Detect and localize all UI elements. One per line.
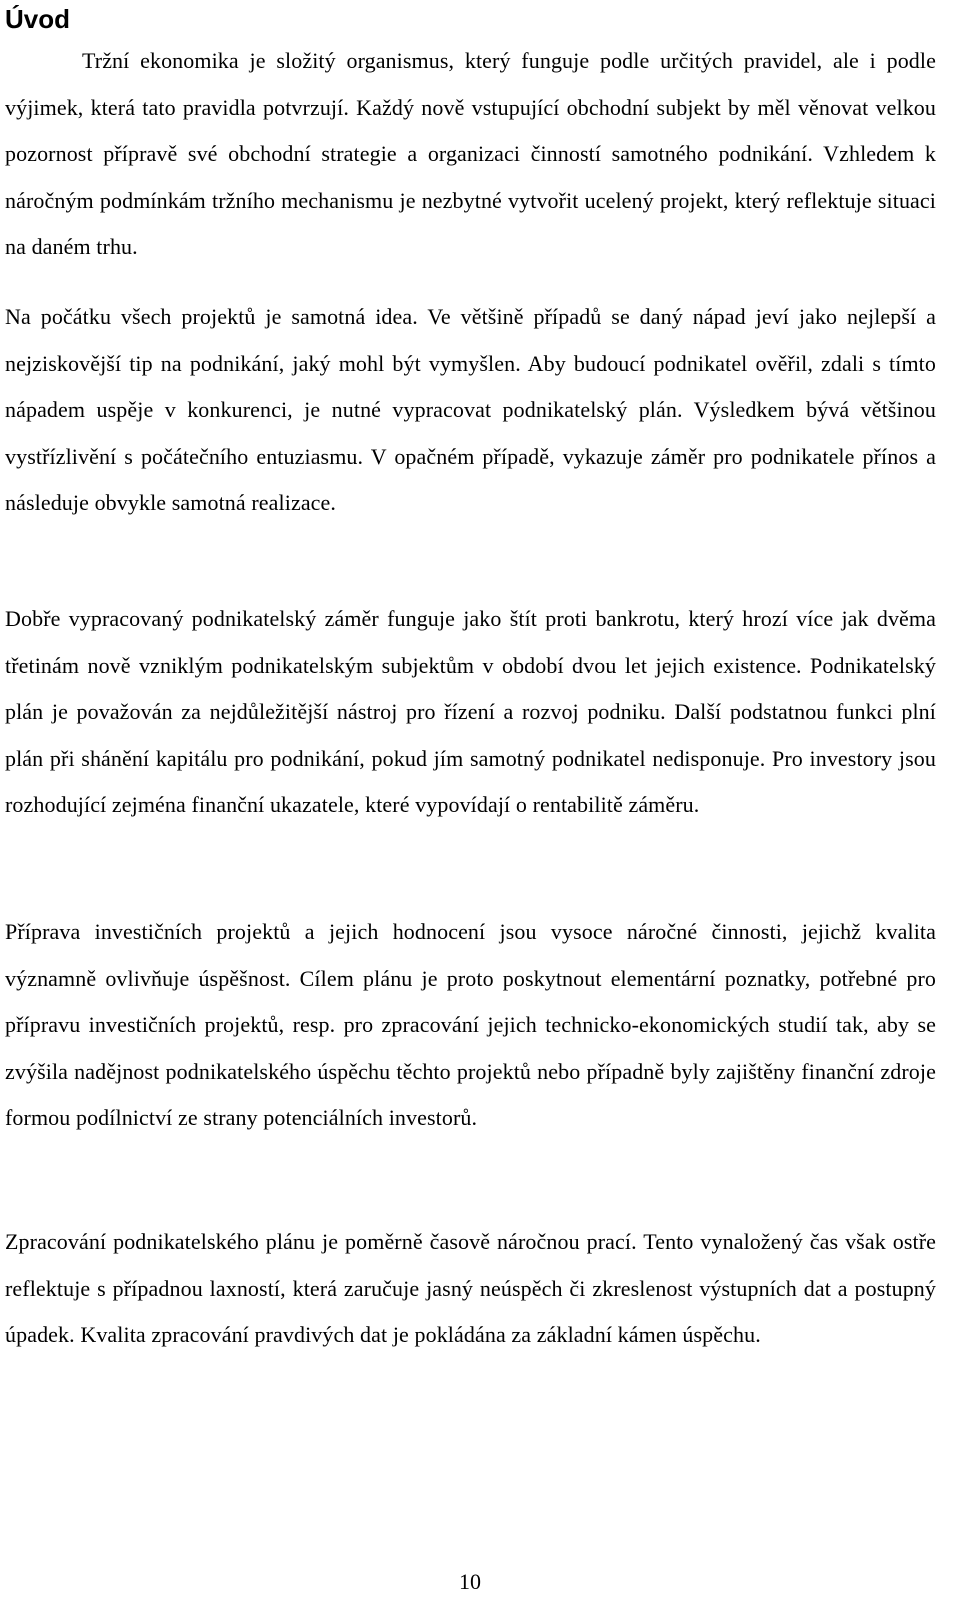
paragraph-intro: Tržní ekonomika je složitý organismus, který funguje podle určitých pravidel, ale i podle výjimek, která tato pravidla potvrzují. Každý nově vstupující obchodní subjekt by měl věnovat velkou pozornost přípravě své obchodní strategie a organizaci činností samotného podnikání. Vzhledem k náročným podmínkám tržního mechanismu je nezbytné vytvořit ucelený projekt, který reflektuje situaci na daném trhu. [5, 48, 936, 259]
section-heading: Úvod [5, 4, 70, 34]
page-number: 10 [459, 1569, 481, 1594]
paragraph-idea: Na počátku všech projektů je samotná idea. Ve většině případů se daný nápad jeví jako nejlepší a nejziskovější tip na podnikání, jaký mohl být vymyšlen. Aby budoucí podnikatel ověřil, zdali s tímto nápadem uspěje v konkurenci, je nutné vypracovat podnikatelský plán. Výsledkem bývá většinou vystřízlivění s počátečního entuziasmu. V opačném případě, vykazuje záměr pro podnikatele přínos a následuje obvykle samotná realizace. [5, 304, 936, 515]
paragraph-business-plan: Dobře vypracovaný podnikatelský záměr funguje jako štít proti bankrotu, který hrozí více jak dvěma třetinám nově vzniklým podnikatelským subjektům v období dvou let jejich existence. Podnikatelský plán je považován za nejdůležitější nástroj pro řízení a rozvoj podniku. Další podstatnou funkci plní plán při shánění kapitálu pro podnikání, pokud jím samotný podnikatel nedisponuje. Pro investory jsou rozhodující zejména finanční ukazatele, které vypovídají o rentabilitě záměru. [5, 606, 936, 817]
paragraph-processing: Zpracování podnikatelského plánu je poměrně časově náročnou prací. Tento vynaložený čas však ostře reflektuje s případnou laxností, která zaručuje jasný neúspěch či zkreslenost výstupních dat a postupný úpadek. Kvalita zpracování pravdivých dat je pokládána za základní kámen úspěchu. [5, 1229, 936, 1347]
paragraph-investment: Příprava investičních projektů a jejich hodnocení jsou vysoce náročné činnosti, jejichž kvalita významně ovlivňuje úspěšnost. Cílem plánu je proto poskytnout elementární poznatky, potřebné pro přípravu investičních projektů, resp. pro zpracování jejich technicko-ekonomických studií tak, aby se zvýšila nadějnost podnikatelského úspěchu těchto projektů nebo případně byly zajištěny finanční zdroje formou podílnictví ze strany potenciálních investorů. [5, 919, 936, 1130]
